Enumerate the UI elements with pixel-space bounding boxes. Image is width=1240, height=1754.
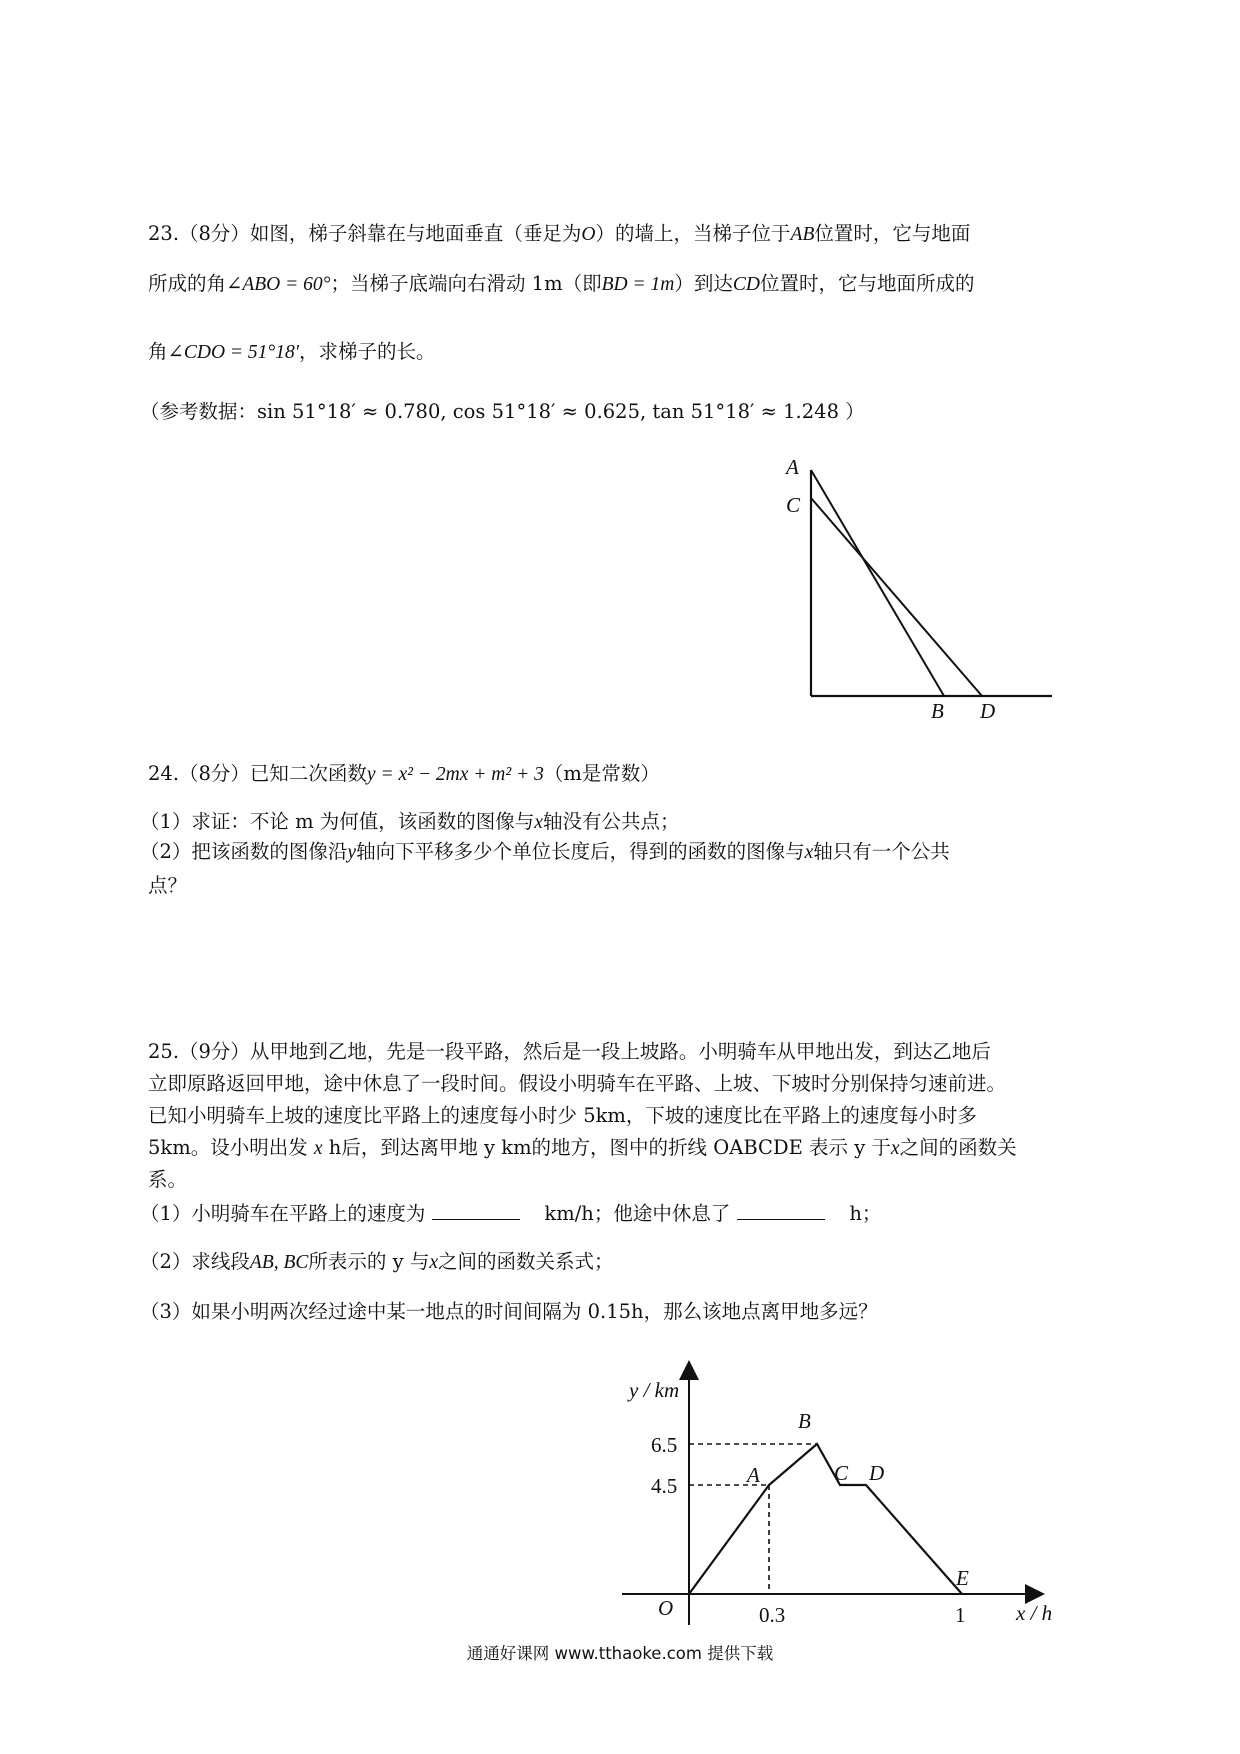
answer-blank-rest[interactable]: [737, 1218, 825, 1220]
label-point-c: C: [834, 1461, 849, 1485]
label-point-d: D: [869, 1461, 885, 1485]
q24-line-1: 24.（8分）已知二次函数y = x² − 2mx + m² + 3（m是常数）: [148, 762, 660, 785]
q25-line-1: 25.（9分）从甲地到乙地，先是一段平路，然后是一段上坡路。小明骑车从甲地出发，到达乙地后: [148, 1040, 991, 1063]
ytick-4-5: 4.5: [651, 1474, 678, 1498]
ladder-cd: [811, 498, 982, 696]
q24-part-2: （2）把该函数的图像沿y轴向下平移多少个单位长度后，得到的函数的图像与x轴只有一个公共: [140, 840, 950, 863]
q24-part-1: （1）求证：不论 m 为何值，该函数的图像与x轴没有公共点；: [140, 810, 680, 833]
label-b: B: [931, 699, 944, 723]
q23-line-1: 23.（8分）如图，梯子斜靠在与地面垂直（垂足为O）的墙上，当梯子位于AB位置时，它与地面: [148, 222, 971, 245]
label-d: D: [980, 699, 996, 723]
q23-reference-data: （参考数据：sin 51°18′ ≈ 0.780, cos 51°18′ ≈ 0.625, tan 51°18′ ≈ 1.248 ）: [140, 400, 865, 423]
footer-source: 通通好课网 www.tthaoke.com 提供下载: [466, 1644, 774, 1663]
y-axis-label: y / km: [629, 1378, 680, 1402]
origin-label: O: [658, 1596, 674, 1620]
label-c: C: [786, 493, 801, 517]
x-axis-label: x / h: [1016, 1601, 1053, 1625]
route-polyline: [689, 1444, 962, 1594]
q25-part-3: （3）如果小明两次经过途中某一地点的时间间隔为 0.15h，那么该地点离甲地多远？: [140, 1300, 878, 1323]
ladder-ab: [811, 470, 944, 696]
q25-line-2: 立即原路返回甲地，途中休息了一段时间。假设小明骑车在平路、上坡、下坡时分别保持匀速前进。: [148, 1072, 1007, 1095]
xtick-0-3: 0.3: [759, 1603, 786, 1627]
segment-cd: CD: [732, 274, 760, 295]
q25-line-4: 5km。设小明出发 x h后，到达离甲地 y km的地方，图中的折线 OABCDE 表示 y 于x之间的函数关: [148, 1136, 1017, 1159]
length-bd: BD = 1m: [601, 274, 675, 295]
xtick-1: 1: [955, 1603, 966, 1627]
label-point-e: E: [956, 1566, 969, 1590]
quadratic-function: y = x² − 2mx + m² + 3: [366, 764, 544, 785]
q25-part-1: （1）小明骑车在平路上的速度为 km/h；他途中休息了 h；: [140, 1202, 882, 1225]
q25-line-5: 系。: [148, 1168, 188, 1191]
q23-line-2: 所成的角∠ABO = 60°；当梯子底端向右滑动 1m（即BD = 1m）到达CD位置时，它与地面所成的: [148, 272, 975, 295]
label-a: A: [786, 455, 799, 479]
ytick-6-5: 6.5: [651, 1433, 678, 1457]
q24-part-2-cont: 点？: [148, 874, 188, 897]
point-o: O: [581, 224, 596, 245]
angle-abo: ∠ABO = 60°: [226, 274, 331, 295]
answer-blank-speed[interactable]: [432, 1218, 520, 1220]
label-point-a: A: [747, 1463, 760, 1487]
label-point-b: B: [798, 1409, 811, 1433]
angle-cdo: ∠CDO = 51°18′: [167, 342, 299, 363]
q25-line-3: 已知小明骑车上坡的速度比平路上的速度每小时少 5km，下坡的速度比在平路上的速度每小时多: [148, 1104, 977, 1127]
q23-line-3: 角∠CDO = 51°18′，求梯子的长。: [148, 340, 436, 363]
segment-ab: AB: [790, 224, 815, 245]
q25-part-2: （2）求线段AB, BC所表示的 y 与x之间的函数关系式；: [140, 1250, 614, 1273]
